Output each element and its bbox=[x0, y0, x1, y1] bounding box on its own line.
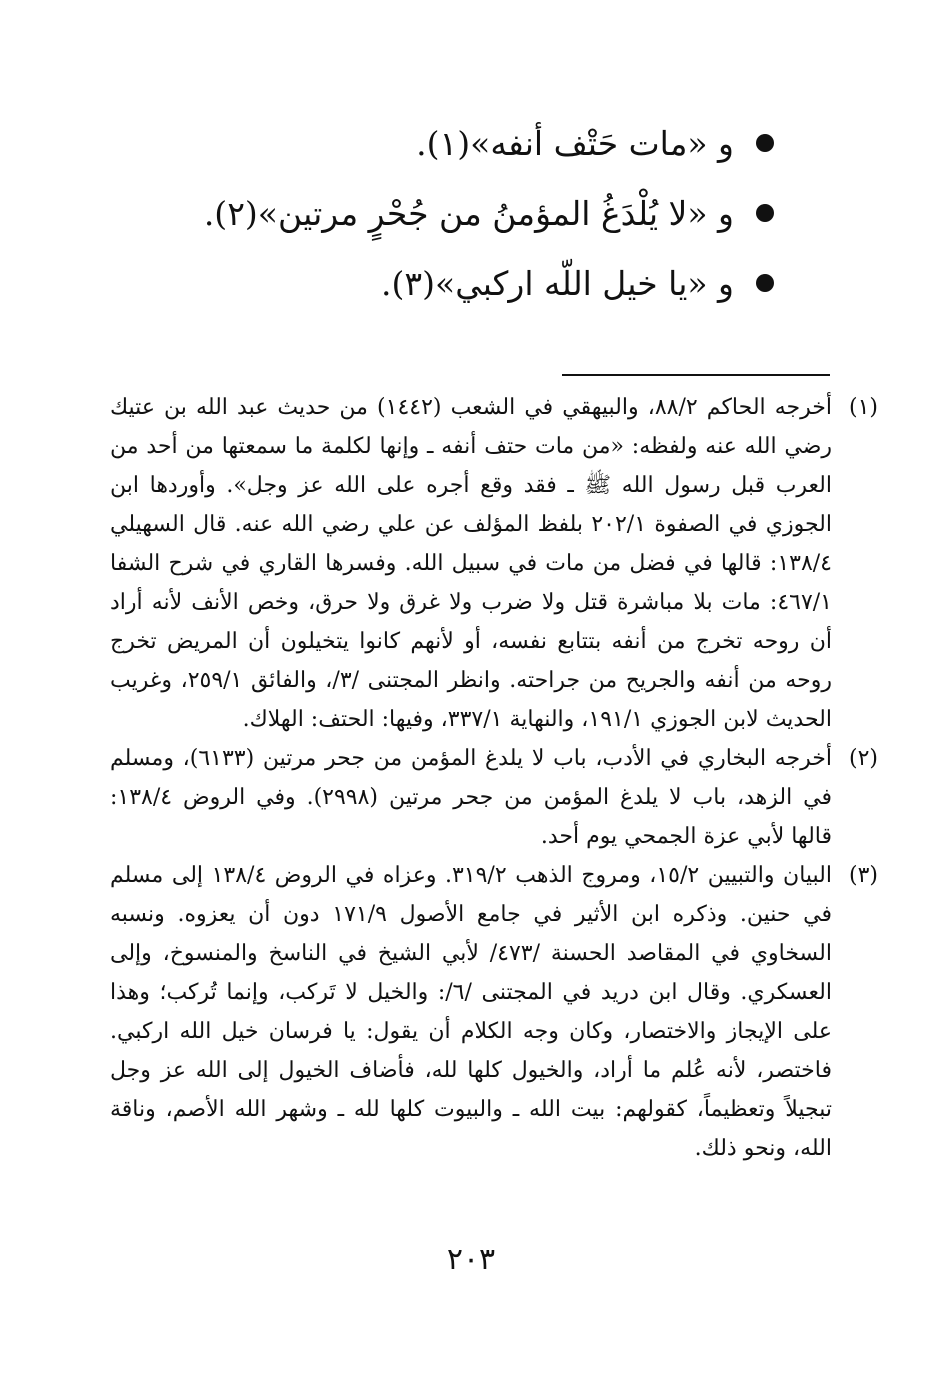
bullet-text: و «يا خيل اللّه اركبي»(٣). bbox=[381, 263, 734, 303]
bullet-text: و «مات حَتْف أنفه»(١). bbox=[416, 123, 734, 163]
footnote-3 bbox=[110, 856, 878, 1168]
footnote-separator bbox=[562, 374, 830, 376]
bullet-list bbox=[134, 108, 774, 318]
bullet-dot-icon bbox=[756, 274, 774, 292]
footnote-text: أخرجه البخاري في الأدب، باب لا يلدغ المؤمن من جحر مرتين (٦١٣٣)، ومسلم في الزهد، باب لا يلدغ المؤمن من جحر مرتين (٢٩٩٨). وفي الروض ١٣٨/٤: قالها لأبي عزة الجمحي يوم أحد. bbox=[110, 746, 833, 849]
footnote-text: أخرجه الحاكم ٨٨/٢، والبيهقي في الشعب (١٤٤٢) من حديث عبد الله بن عتيك رضي الله عنه ولفظه: «من مات حتف أنفه ـ وإنها لكلمة ما سمعتها من أحد من العرب قبل رسول الله ﷺ ـ فقد وقع أجره على الله عز وجل». وأوردها ابن الجوزي في الصفوة ٢٠٢/١ بلفظ المؤلف عن علي رضي الله عنه. قال السهيلي ١٣٨/٤: قالها في فضل من مات في سبيل الله. وفسرها القاري في شرح الشفا ٤٦٧/١: مات بلا مباشرة قتل ولا ضرب ولا غرق ولا حرق، وخص الأنف لأنه أراد أن روحه تخرج من أنفه بتتابع نفسه، أو لأنهم كانوا يتخيلون أن المريض تخرج روحه من أنفه والجريح من جراحته. وانظر المجتنى /٣/، والفائق ٢٥٩/١، وغريب الحديث لابن الجوزي ١٩١/١، والنهاية ٣٣٧/١، وفيها: الحتف: الهلاك. bbox=[110, 395, 832, 732]
footnote-number: (١) bbox=[848, 395, 878, 420]
page-number: ٢٠٣ bbox=[446, 1242, 496, 1277]
bullet-text: و «لا يُلْدَغُ المؤمنُ من جُحْرٍ مرتين»(٢). bbox=[203, 193, 734, 233]
footnote-2 bbox=[110, 739, 878, 856]
footnote-text: البيان والتبيين ١٥/٢، ومروج الذهب ٣١٩/٢. وعزاه في الروض ١٣٨/٤ إلى مسلم في حنين. وذكره ابن الأثير في جامع الأصول ١٧١/٩ دون أن يعزوه. ونسبه السخاوي في المقاصد الحسنة /٤٧٣/ لأبي الشيخ في الناسخ والمنسوخ، وإلى العسكري. وقال ابن دريد في المجتنى /٦/: والخيل لا تَركب، وإنما تُركب؛ وهذا على الإيجاز والاختصار، وكان وجه الكلام أن يقول: يا فرسان خيل الله اركبي. فاختصر، لأنه عُلم ما أراد، والخيول كلها لله، فأضاف الخيول إلى الله عز وجل تبجيلاً وتعظيماً، كقولهم: بيت الله ـ والبيوت كلها لله ـ وشهر الله الأصم، وناقة الله، ونحو ذلك. bbox=[110, 863, 832, 1161]
bullet-dot-icon bbox=[756, 134, 774, 152]
footnote-number: (٢) bbox=[848, 746, 878, 771]
footnote-number: (٣) bbox=[848, 863, 878, 888]
footnotes bbox=[110, 388, 878, 1168]
bullet-item bbox=[134, 248, 774, 318]
bullet-item bbox=[134, 108, 774, 178]
bullet-dot-icon bbox=[756, 204, 774, 222]
bullet-item bbox=[134, 178, 774, 248]
footnote-1 bbox=[110, 388, 878, 739]
